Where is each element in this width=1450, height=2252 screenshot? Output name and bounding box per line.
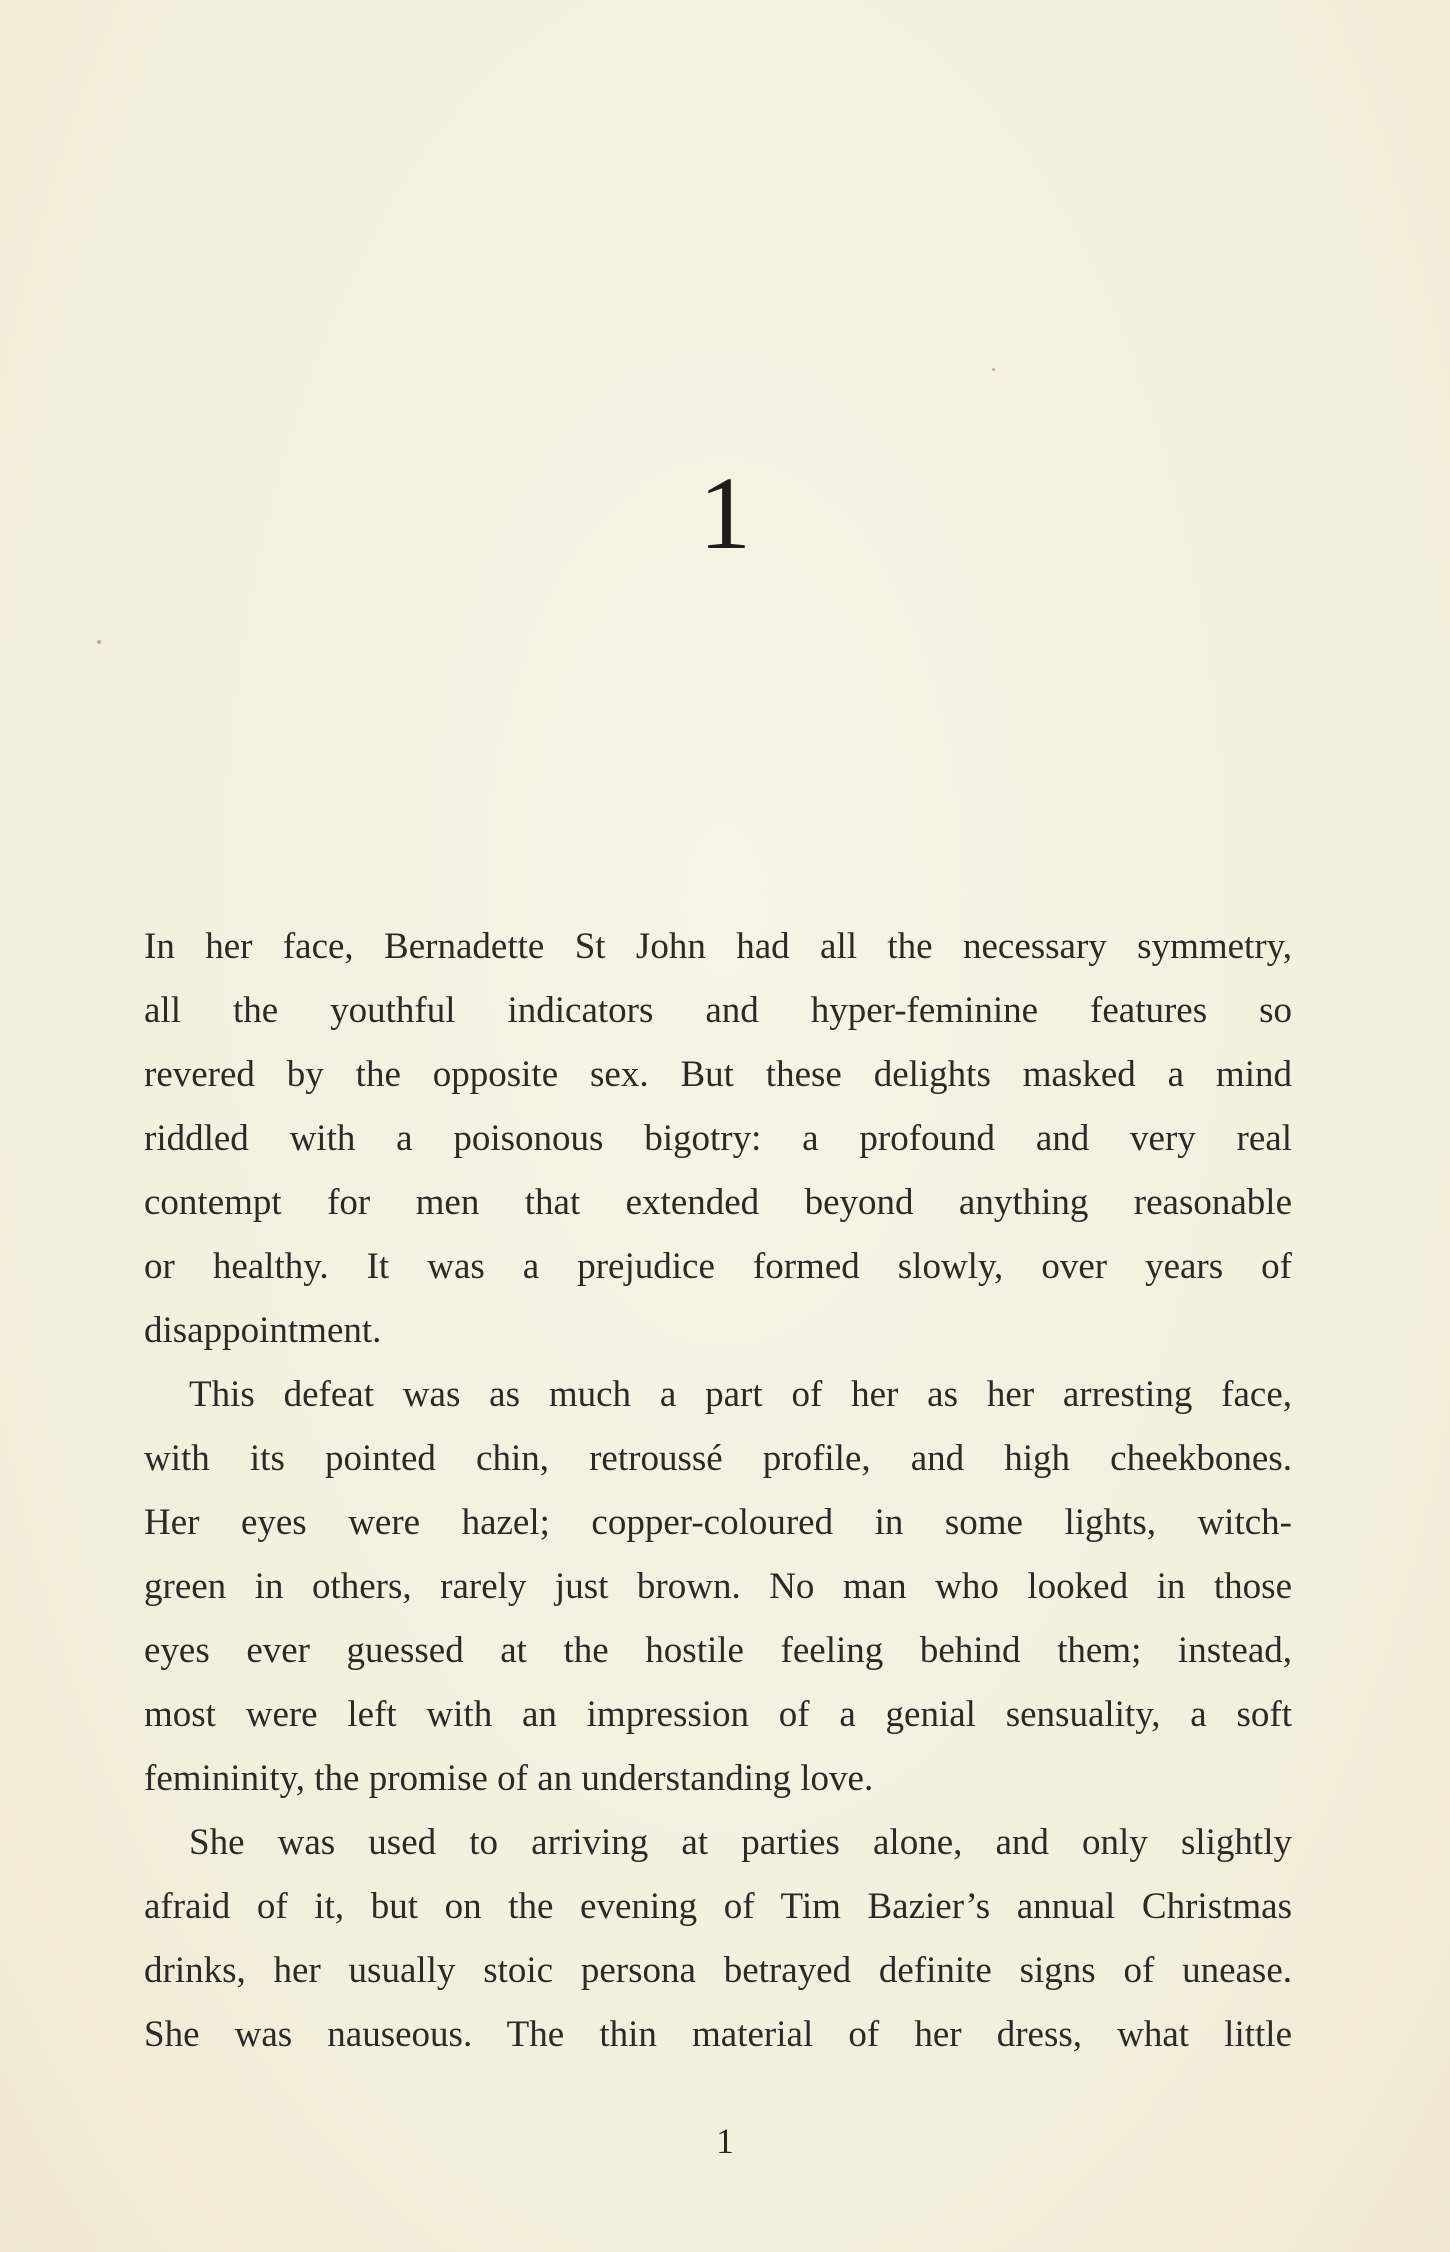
text-line: revered by the opposite sex. But these delights masked a mind: [144, 1054, 1292, 1095]
text-line: This defeat was as much a part of her as her arresting face,: [189, 1374, 1292, 1415]
text-line: all the youthful indicators and hyper-feminine features so: [144, 990, 1292, 1031]
text-line: afraid of it, but on the evening of Tim Bazier’s annual Christmas: [144, 1886, 1292, 1927]
paper-speck: [97, 640, 101, 644]
page-number: 1: [716, 2121, 734, 2161]
text-line: Her eyes were hazel; copper-coloured in some lights, witch-: [144, 1502, 1292, 1543]
chapter-body-text: [144, 915, 1292, 2067]
paper-speck: [992, 368, 995, 371]
text-line: riddled with a poisonous bigotry: a profound and very real: [144, 1118, 1292, 1159]
text-line: drinks, her usually stoic persona betrayed definite signs of unease.: [144, 1950, 1292, 1991]
text-line: green in others, rarely just brown. No man who looked in those: [144, 1566, 1292, 1607]
chapter-number: 1: [699, 456, 751, 571]
text-line: contempt for men that extended beyond anything reasonable: [144, 1182, 1292, 1223]
text-line: disappointment.: [144, 1310, 382, 1351]
text-line: She was used to arriving at parties alone, and only slightly: [189, 1822, 1292, 1863]
text-line: She was nauseous. The thin material of her dress, what little: [144, 2014, 1292, 2055]
text-line: femininity, the promise of an understanding love.: [144, 1758, 874, 1799]
text-line: with its pointed chin, retroussé profile, and high cheekbones.: [144, 1438, 1292, 1479]
text-line: or healthy. It was a prejudice formed slowly, over years of: [144, 1246, 1292, 1287]
text-line: In her face, Bernadette St John had all the necessary symmetry,: [144, 926, 1292, 967]
text-line: most were left with an impression of a genial sensuality, a soft: [144, 1694, 1292, 1735]
text-line: eyes ever guessed at the hostile feeling behind them; instead,: [144, 1630, 1292, 1671]
